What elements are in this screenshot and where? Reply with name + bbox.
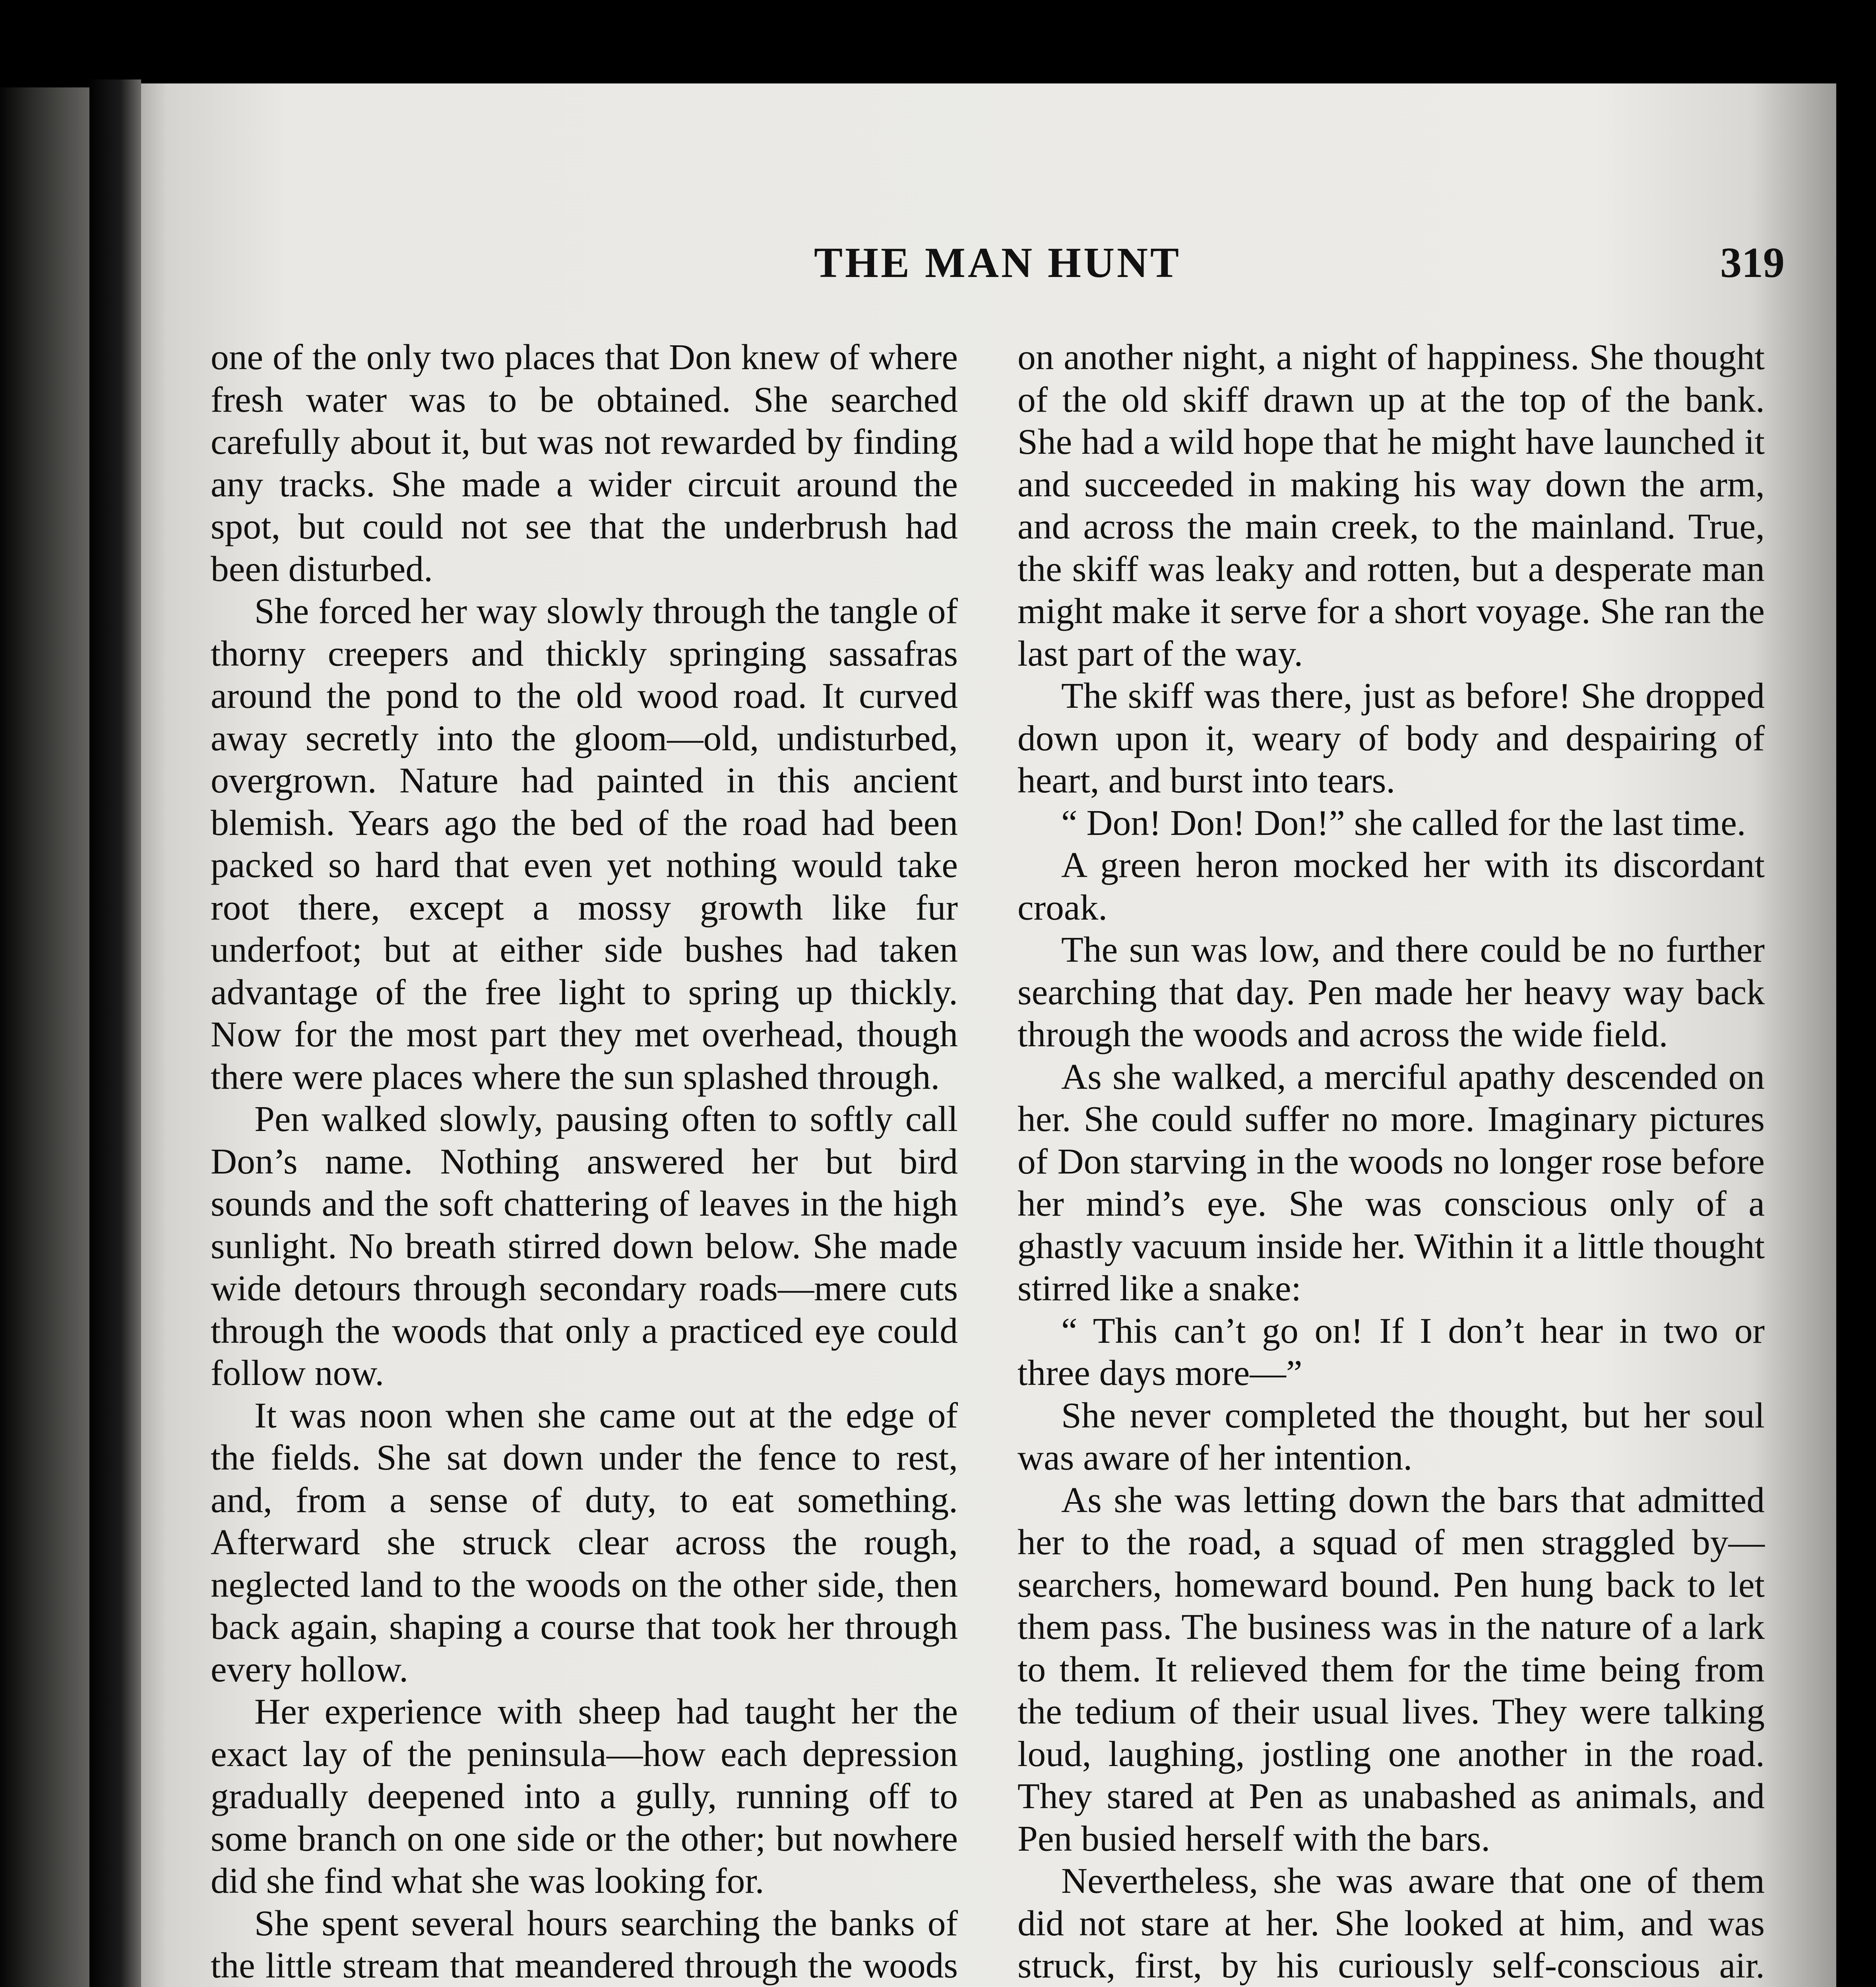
paragraph: She spent several hours searching the banks of the little stream that meandered through the woods bbox=[211, 1902, 958, 1985]
paragraph: As she was letting down the bars that admitted her to the road, a squad of men straggled by—searchers, homeward bound. Pen hung back to let them pass. The business was in the nature of a lark to them. It relieved them for the time being from the tedium of their usual lives. They were talking loud, laughing, jostling one another in the road. They stared at Pen as unabashed as animals, and Pen busied herself with the bars. bbox=[1017, 1479, 1765, 1859]
paragraph: She never completed the thought, but her soul was aware of her intention. bbox=[1017, 1394, 1765, 1478]
running-head bbox=[211, 238, 1785, 294]
paragraph: A green heron mocked her with its discordant croak. bbox=[1017, 844, 1765, 928]
paragraph: Pen walked slowly, pausing often to softly call Don’s name. Nothing answered her but bird sounds and the soft chattering of leaves in the high sunlight. No breath stirred down below. She made wide detours through secondary roads—mere cuts through the woods that only a practiced eye could follow now. bbox=[211, 1098, 958, 1393]
page-content bbox=[211, 238, 1785, 1987]
paragraph: She forced her way slowly through the tangle of thorny creepers and thickly springing sassafras around the pond to the old wood road. It curved away secretly into the gloom—old, undisturbed, overgrown. Nature had painted in this ancient blemish. Years ago the bed of the road had been packed so hard that even yet nothing would take root there, except a mossy growth like fur underfoot; but at either side bushes had taken advantage of the free light to spring up thickly. Now for the most part they met overhead, though there were places where the sun splashed through. bbox=[211, 591, 958, 1097]
paragraph: The sun was low, and there could be no further searching that day. Pen made her heavy way back through the woods and across the wide field. bbox=[1017, 929, 1765, 1054]
running-head-title: THE MAN HUNT bbox=[814, 239, 1182, 287]
book-gutter bbox=[89, 79, 141, 1987]
text-column-left bbox=[211, 336, 958, 1987]
paragraph: “ Don! Don! Don!” she called for the last time. bbox=[1061, 802, 1746, 843]
paragraph: The skiff was there, just as before! She dropped down upon it, weary of body and despairing of heart, and burst into tears. bbox=[1017, 675, 1765, 800]
text-column-right bbox=[1017, 336, 1765, 1987]
page-number: 319 bbox=[1720, 239, 1785, 287]
paragraph: Nevertheless, she was aware that one of them did not stare at her. She looked at him, and was struck, first, by his curiously self-conscious air. bbox=[1017, 1860, 1765, 1985]
paragraph: It was noon when she came out at the edge of the fields. She sat down under the fence to rest, and, from a sense of duty, to eat something. Afterward she struck clear across the rough, neglected land to the woods on the other side, then back again, shaping a course that took her through every hollow. bbox=[211, 1394, 958, 1689]
paragraph: As she walked, a merciful apathy descended on her. She could suffer no more. Imaginary pictures of Don starving in the woods no longer rose before her mind’s eye. She was conscious only of a ghastly vacuum inside her. Within it a little thought stirred like a snake: bbox=[1017, 1056, 1765, 1308]
paragraph: “ This can’t go on! If I don’t hear in two or three days more—” bbox=[1017, 1310, 1765, 1393]
paragraph: Her experience with sheep had taught her the exact lay of the peninsula—how each depression gradually deepened into a gully, running off to some branch on one side or the other; but nowhere did she find what she was looking for. bbox=[211, 1691, 958, 1901]
paragraph: on another night, a night of happiness. She thought of the old skiff drawn up at the top of the bank. She had a wild hope that he might have launched it and succeeded in making his way down the arm, and across the main creek, to the mainland. True, the skiff was leaky and rotten, but a desperate man might make it serve for a short voyage. She ran the last part of the way. bbox=[1017, 337, 1765, 674]
facing-page-edge bbox=[0, 87, 95, 1987]
paragraph: one of the only two places that Don knew of where fresh water was to be obtained. She searched carefully about it, but was not rewarded by finding any tracks. She made a wider circuit around the spot, but could not see that the underbrush had been disturbed. bbox=[211, 337, 958, 589]
